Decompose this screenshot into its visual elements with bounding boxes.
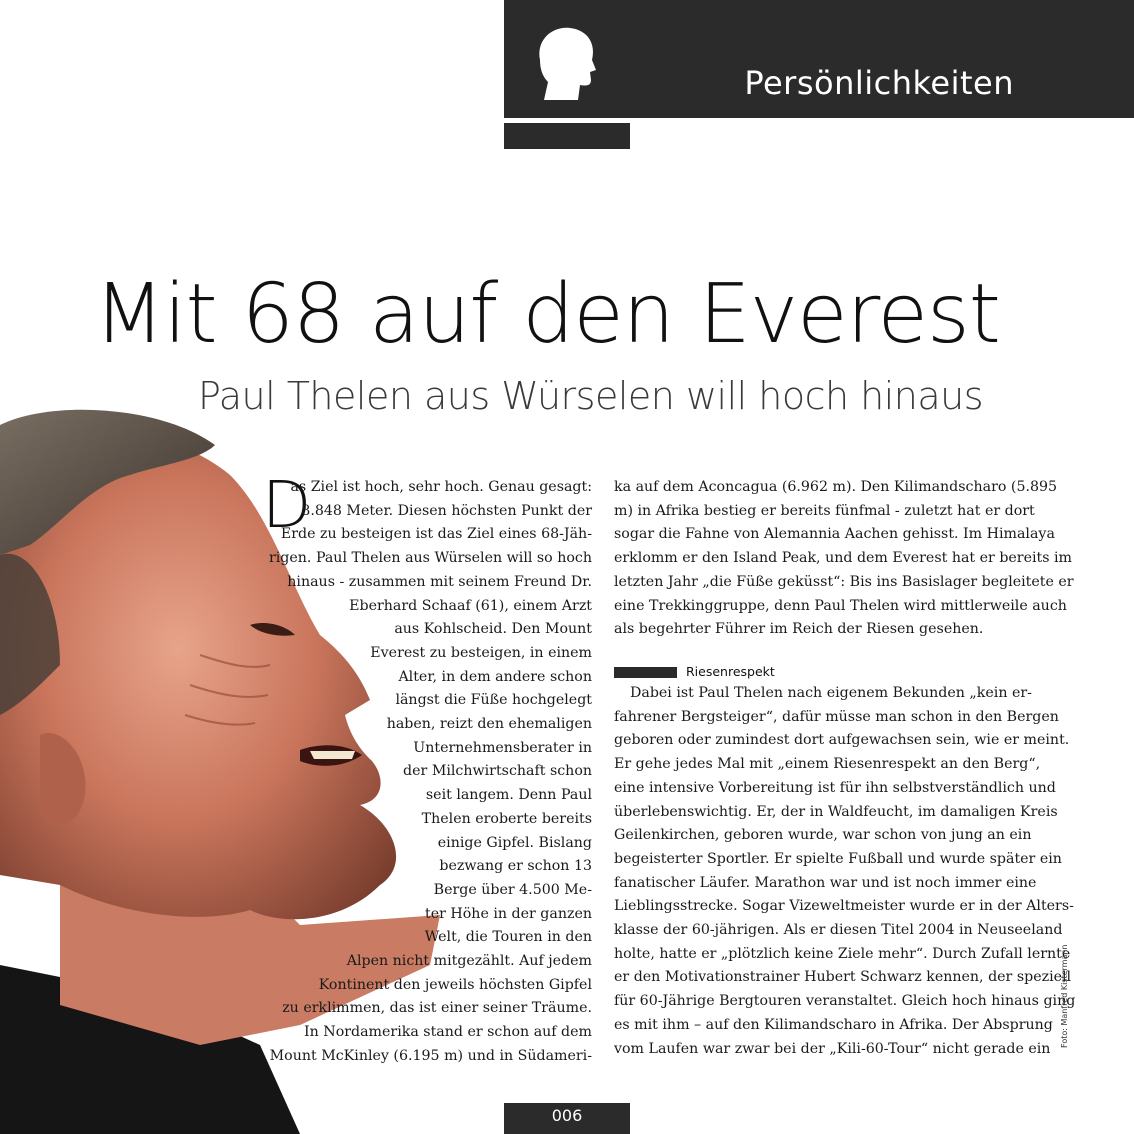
- text-line: geboren oder zumindest dort aufgewachsen sein, wie er meint.: [614, 732, 1070, 749]
- subheading-text: Riesenrespekt: [686, 664, 775, 679]
- page-number: 006: [551, 1106, 583, 1125]
- text-line: bezwang er schon 13: [439, 858, 592, 875]
- text-line: fahrener Bergsteiger“, dafür müsse man schon in den Bergen: [614, 708, 1059, 725]
- text-line: seit langem. Denn Paul: [425, 787, 592, 804]
- text-line: m) in Afrika bestieg er bereits fünfmal - zuletzt hat er dort: [614, 502, 1035, 519]
- text-line: Eberhard Schaaf (61), einem Arzt: [349, 597, 592, 614]
- text-line: Mount McKinley (6.195 m) und in Südameri-: [269, 1047, 592, 1064]
- text-line: zu erklimmen, das ist einer seiner Träume.: [282, 1000, 592, 1017]
- article-title: Mit 68 auf den Everest: [94, 267, 1000, 362]
- text-line: Thelen eroberte bereits: [421, 810, 592, 827]
- text-line: einige Gipfel. Bislang: [437, 834, 592, 851]
- text-line: rigen. Paul Thelen aus Würselen will so hoch: [268, 550, 592, 567]
- text-line: ka auf dem Aconcagua (6.962 m). Den Kilimandscharo (5.895: [614, 479, 1058, 495]
- text-line: klasse der 60-jährigen. Als er diesen Titel 2004 in Neuseeland: [614, 922, 1063, 939]
- text-line: es mit ihm – auf den Kilimandscharo in Afrika. Der Absprung: [614, 1016, 1053, 1033]
- text-line: letzten Jahr „die Füße geküsst“: Bis ins Basislager begleitete er: [614, 573, 1074, 590]
- text-line: Geilenkirchen, geboren wurde, war schon von jung an ein: [614, 827, 1032, 844]
- text-line: eine intensive Vorbereitung ist für ihn selbstverständlich und: [614, 779, 1056, 796]
- text-line: ter Höhe in der ganzen: [425, 905, 592, 922]
- text-line: sogar die Fahne von Alemannia Aachen gehisst. Im Himalaya: [614, 526, 1055, 543]
- text-line: begeisterter Sportler. Er spielte Fußball und wurde später ein: [614, 850, 1062, 867]
- drop-cap: D: [262, 469, 312, 543]
- text-line: 8.848 Meter. Diesen höchsten Punkt der: [301, 502, 592, 519]
- text-line: für 60-Jährige Bergtouren veranstaltet. Gleich hoch hinaus ging: [614, 993, 1076, 1010]
- text-line: aus Kohlscheid. Den Mount: [394, 621, 592, 638]
- article-subtitle: Paul Thelen aus Würselen will hoch hinaus: [198, 374, 984, 418]
- text-line: eine Trekkinggruppe, denn Paul Thelen wird mittlerweile auch: [614, 597, 1067, 614]
- text-line: der Milchwirtschaft schon: [403, 763, 592, 780]
- text-line: Erde zu besteigen ist das Ziel eines 68-Jäh-: [280, 526, 592, 543]
- head-profile-icon: [530, 22, 600, 102]
- text-line: In Nordamerika stand er schon auf dem: [304, 1024, 592, 1041]
- text-line: haben, reizt den ehemaligen: [386, 716, 592, 733]
- text-line: Berge über 4.500 Me-: [433, 881, 592, 898]
- text-line: hinaus - zusammen mit seinem Freund Dr.: [287, 573, 592, 590]
- text-line: Er gehe jedes Mal mit „einem Riesenrespekt an den Berg“,: [614, 756, 1041, 773]
- subheading: [614, 664, 1016, 684]
- section-header-tab: [504, 123, 630, 149]
- text-line: Alter, in dem andere schon: [398, 668, 592, 685]
- text-line: Unternehmensberater in: [413, 739, 592, 756]
- text-line: as Ziel ist hoch, sehr hoch. Genau gesagt:: [290, 479, 592, 495]
- subheading-bar: [614, 667, 677, 678]
- text-line: Lieblingsstrecke. Sogar Vizeweltmeister wurde er in der Alters-: [614, 898, 1074, 915]
- section-title: Persönlichkeiten: [744, 64, 1014, 102]
- text-line: fanatischer Läufer. Marathon war und ist noch immer eine: [614, 874, 1037, 891]
- text-line: Welt, die Touren in den: [424, 929, 592, 946]
- text-line: Alpen nicht mitgezählt. Auf jedem: [346, 953, 592, 970]
- text-line: Kontinent den jeweils höchsten Gipfel: [318, 976, 592, 993]
- text-line: als begehrter Führer im Reich der Riesen gesehen.: [614, 621, 984, 638]
- article-column-right: [614, 476, 1074, 642]
- text-line: überlebenswichtig. Er, der in Waldfeucht, im damaligen Kreis: [614, 803, 1058, 820]
- text-line: Everest zu besteigen, in einem: [370, 644, 592, 661]
- text-line: erklomm er den Island Peak, und dem Everest hat er bereits im: [614, 550, 1072, 567]
- text-line: vom Laufen war zwar bei der „Kili-60-Tour“ nicht gerade ein: [614, 1040, 1051, 1057]
- text-line: holte, hatte er „plötzlich keine Ziele mehr“. Durch Zufall lernte: [614, 945, 1071, 962]
- text-line: er den Motivationstrainer Hubert Schwarz kennen, der speziell: [614, 969, 1072, 986]
- text-line: längst die Füße hochgelegt: [395, 692, 592, 709]
- article-column-left: [262, 469, 592, 1069]
- photo-credit: Foto: Manfred Kistermann: [1060, 944, 1069, 1048]
- text-line: Dabei ist Paul Thelen nach eigenem Bekunden „kein er-: [630, 685, 1032, 701]
